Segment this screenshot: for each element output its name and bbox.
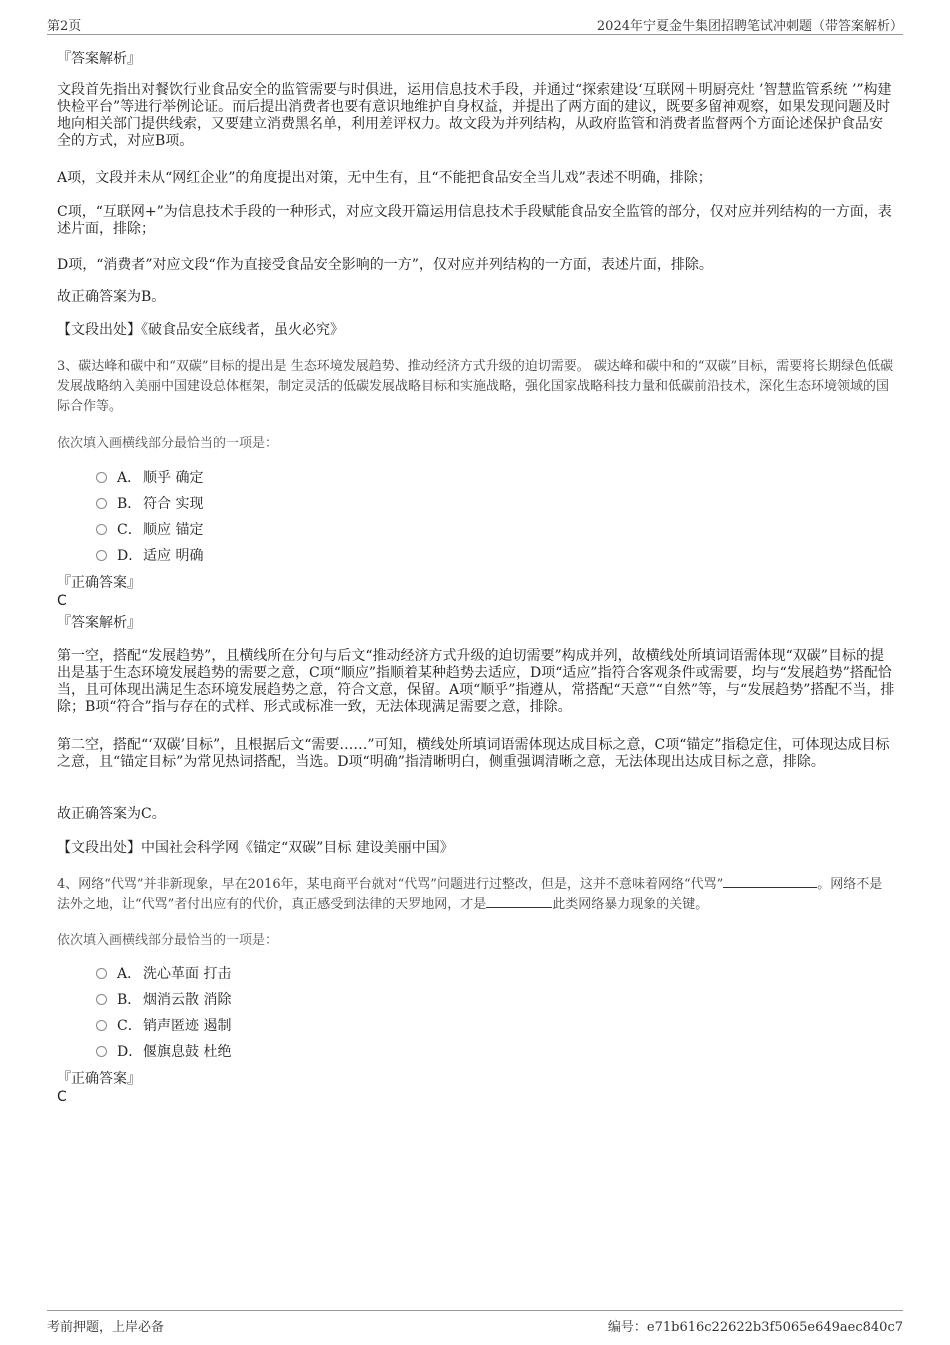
option-letter: A． [117,470,142,486]
q3-conclusion: 故正确答案为C。 [57,806,166,822]
q3-correct-answer: C [57,593,67,609]
document-title: 2024年宁夏金牛集团招聘笔试冲刺题（带答案解析） [596,19,903,34]
option-text: 适应 明确 [143,548,204,564]
q2-analysis-option-a: A项，文段并未从“网红企业”的角度提出对策，无中生有，且“不能把食品安全当儿戏”表述不明确，排除； [57,170,712,186]
q4-text-part-2: 。网络不是法外之地，让“代骂”者付出应有的代价，真正感受到法律的天罗地网，才是 [57,877,883,912]
q2-analysis-label: 『答案解析』 [57,51,141,67]
q2-analysis-option-c: C项，“互联网+”为信息技术手段的一种形式，对应文段开篇运用信息技术手段赋能食品安全监管的部分，仅对应并列结构的一方面，表述片面，排除； [57,204,892,237]
option-letter: A． [117,966,142,982]
q4-text-part-1: 4、网络“代骂”并非新现象，早在2016年，某电商平台就对“代骂”问题进行过整改，但是，这并不意味着网络“代骂” [57,877,724,892]
q3-analysis-label: 『答案解析』 [57,615,141,631]
radio-icon[interactable] [96,994,107,1005]
document-code: 编号：e71b616c22622b3f5065e649aec840c7 [607,1320,903,1335]
q3-option-d[interactable] [96,545,203,565]
q4-blank-2 [486,895,552,908]
q3-option-b[interactable] [96,493,203,513]
option-text: 偃旗息鼓 杜绝 [143,1044,232,1060]
q3-question-text: 3、碳达峰和碳中和“双碳”目标的提出是 生态环境发展趋势、推动经济方式升级的迫切需要。 碳达峰和碳中和的“双碳”目标，需要将长期绿色低碳发展战略纳入美丽中国建设总体框架，制定灵活的低碳发展战略目标和实施战略，强化国家战略科技力量和低碳前沿技术，深化生态环境领域的国际合作等。 [57,359,894,414]
radio-icon[interactable] [96,1020,107,1031]
q3-analysis-paragraph-2: 第二空，搭配“‘双碳’目标”，且根据后文“需要……”可知，横线处所填词语需体现达成目标之意，C项“锚定”指稳定住，可体现达成目标之意，且“锚定目标”为常见热词搭配，当选。D项“明确”指清晰明白，侧重强调清晰之意，无法体现出达成目标之意，排除。 [57,737,890,770]
option-letter: D． [117,548,143,564]
radio-icon[interactable] [96,1046,107,1057]
option-letter: D． [117,1044,143,1060]
option-text: 符合 实现 [143,496,204,512]
page-number: 第2页 [47,19,82,34]
option-text: 顺应 锚定 [143,522,204,538]
q4-question-text [57,875,895,915]
radio-icon[interactable] [96,472,107,483]
radio-icon[interactable] [96,968,107,979]
radio-icon[interactable] [96,550,107,561]
q3-option-c[interactable] [96,519,203,539]
q4-option-b[interactable] [96,989,231,1009]
q2-analysis-option-d: D项，“消费者”对应文段“作为直接受食品安全影响的一方”，仅对应并列结构的一方面，表述片面，排除。 [57,257,713,273]
q3-option-a[interactable] [96,467,203,487]
footer-slogan: 考前押题，上岸必备 [47,1320,165,1335]
q3-prompt: 依次填入画横线部分最恰当的一项是： [57,436,279,451]
radio-icon[interactable] [96,498,107,509]
q4-option-d[interactable] [96,1041,231,1061]
q2-source: 【文段出处】《破食品安全底线者，虽火必究》 [57,322,344,338]
option-letter: B． [117,496,142,512]
q4-correct-answer: C [57,1089,67,1105]
q3-source: 【文段出处】中国社会科学网《锚定“双碳”目标 建设美丽中国》 [57,840,454,856]
q4-option-c[interactable] [96,1015,231,1035]
q3-analysis-paragraph-1: 第一空，搭配“发展趋势”，且横线所在分句与后文“推动经济方式升级的迫切需要”构成并列，故横线处所填词语需体现“双碳”目标的提出是基于生态环境发展趋势的需要之意，C项“顺应”指顺着某种趋势去适应，D项“适应”指符合客观条件或需要，均与“发展趋势”搭配恰当，且可体现出满足生态环境发展趋势之意，符合文意，保留。A项“顺乎”指遵从，常搭配“天意”“自然”等，与“发展趋势”搭配不当，排除；B项“符合”指与存在的式样、形式或标准一致，无法体现满足需要之意，排除。 [57,648,895,715]
q4-prompt: 依次填入画横线部分最恰当的一项是： [57,933,279,948]
q4-correct-label: 『正确答案』 [57,1071,141,1087]
q4-text-part-3: 此类网络暴力现象的关键。 [552,897,709,912]
option-letter: C． [117,522,142,538]
option-text: 洗心革面 打击 [143,966,232,982]
q4-blank-1 [723,875,817,888]
option-text: 烟消云散 消除 [143,992,232,1008]
option-text: 销声匿迹 遏制 [143,1018,232,1034]
option-letter: B． [117,992,142,1008]
option-letter: C． [117,1018,142,1034]
option-text: 顺乎 确定 [143,470,204,486]
q3-correct-label: 『正确答案』 [57,575,141,591]
q2-analysis-paragraph: 文段首先指出对餐饮行业食品安全的监管需要与时俱进，运用信息技术手段，并通过“探索建设‘互联网＋明厨亮灶 ’智慧监管系统 ’”构建快检平台”等进行举例论证。而后提出消费者也要有意识地维护自身权益，并提出了两方面的建议，既要多留神观察，如果发现问题及时地向相关部门提供线索，又要建立消费黑名单，利用差评权力。故文段为并列结构，从政府监管和消费者监督两个方面论述保护食品安全的方式，对应B项。 [57,82,892,149]
radio-icon[interactable] [96,524,107,535]
page-header [47,12,903,35]
page-footer [47,1310,903,1333]
q2-conclusion: 故正确答案为B。 [57,289,166,305]
q4-option-a[interactable] [96,963,231,983]
